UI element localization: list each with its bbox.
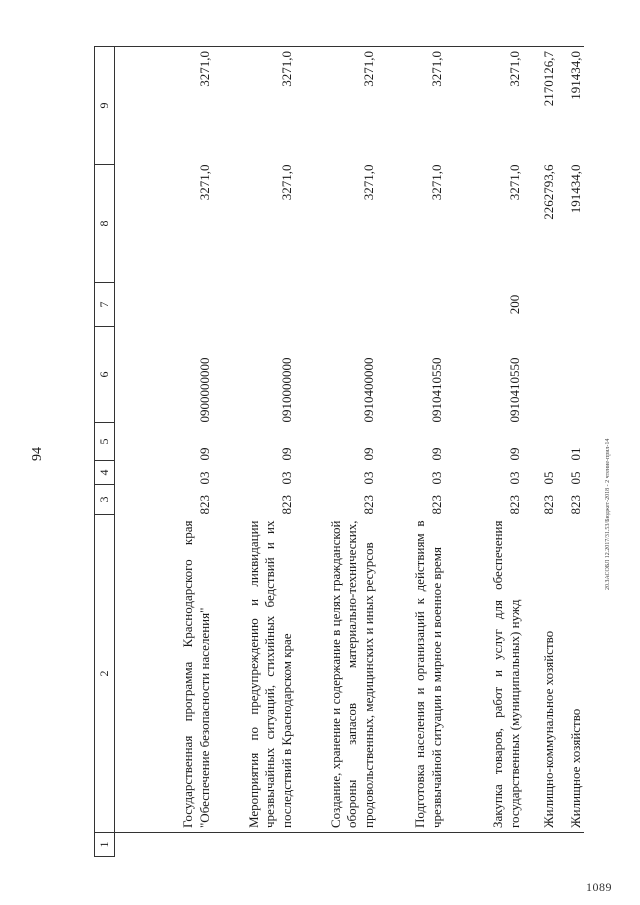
cell-pr: 09 xyxy=(429,447,444,461)
cell-amount-2: 3271,0 xyxy=(445,47,523,165)
cell-pr: 09 xyxy=(279,447,294,461)
page-number: 94 xyxy=(30,447,45,461)
cell-ved: 823 xyxy=(429,495,444,515)
cell-rz: 03 xyxy=(429,471,444,485)
cell-amount-1: 3271,0 xyxy=(429,164,444,201)
table-row xyxy=(115,47,214,857)
cell-amount-1: 3271,0 xyxy=(197,164,212,201)
header-row xyxy=(95,47,115,857)
header-col-5: 5 xyxy=(95,423,115,461)
cell-csr xyxy=(523,327,557,423)
cell-amount-1: 3271,0 xyxy=(279,164,294,201)
cell-ved: 823 xyxy=(197,495,212,515)
cell-vr xyxy=(295,283,377,327)
cell-amount-2: 3271,0 xyxy=(295,47,377,165)
header-col-9: 9 xyxy=(95,47,115,165)
cell-vr xyxy=(213,283,295,327)
cell-vr: 200 xyxy=(507,294,522,315)
cell-csr: 0910400000 xyxy=(361,357,376,423)
table-row xyxy=(445,47,523,857)
cell-pr: 01 xyxy=(568,447,583,461)
cell-rz: 03 xyxy=(279,471,294,485)
cell-ved: 823 xyxy=(541,495,556,515)
cell-vr xyxy=(523,283,557,327)
cell-rz: 03 xyxy=(361,471,376,485)
cell-amount-1: 191434,0 xyxy=(568,164,583,214)
table-row xyxy=(213,47,295,857)
row-name: Закупка товаров, работ и услуг для обеспечения государственных (муниципальных) нужд xyxy=(445,515,523,833)
cell-col-1 xyxy=(377,833,445,857)
header-col-6: 6 xyxy=(95,327,115,423)
cell-ved: 823 xyxy=(279,495,294,515)
header-col-3: 3 xyxy=(95,485,115,515)
cell-rz: 03 xyxy=(507,471,522,485)
cell-amount-1: 2262793,6 xyxy=(541,164,556,220)
row-name: Государственная программа Краснодарского края "Обеспечение безопасности населения" xyxy=(115,515,214,833)
cell-csr: 0910000000 xyxy=(279,357,294,423)
table-row xyxy=(523,47,557,857)
cell-pr xyxy=(523,423,557,461)
cell-pr: 09 xyxy=(361,447,376,461)
cell-vr xyxy=(377,283,445,327)
cell-col-1 xyxy=(213,833,295,857)
cell-col-1 xyxy=(557,833,584,857)
header-col-1: 1 xyxy=(95,833,115,857)
cell-rz: 03 xyxy=(197,471,212,485)
footer-code: 20.ЗАСОБЛ 12.2017/31.53/Бюджет-2018 - 2 чтение-прил-14 xyxy=(605,438,611,590)
header-col-7: 7 xyxy=(95,283,115,327)
header-col-2: 2 xyxy=(95,515,115,833)
row-name: Жилищно-коммунальное хозяйство xyxy=(523,515,557,833)
budget-table-rotated xyxy=(94,47,583,857)
cell-col-1 xyxy=(445,833,523,857)
table-row xyxy=(377,47,445,857)
cell-csr: 0910410550 xyxy=(507,357,522,423)
cell-amount-1: 3271,0 xyxy=(507,164,522,201)
cell-col-1 xyxy=(523,833,557,857)
cell-amount-1: 3271,0 xyxy=(361,164,376,201)
cell-pr: 09 xyxy=(197,447,212,461)
cell-csr: 0900000000 xyxy=(197,357,212,423)
cell-amount-2: 2170126,7 xyxy=(523,47,557,165)
header-col-4: 4 xyxy=(95,461,115,485)
corner-number: 1089 xyxy=(586,880,612,894)
cell-amount-2: 191434,0 xyxy=(557,47,584,165)
cell-amount-2: 3271,0 xyxy=(213,47,295,165)
cell-ved: 823 xyxy=(361,495,376,515)
cell-amount-2: 3271,0 xyxy=(377,47,445,165)
header-col-8: 8 xyxy=(95,165,115,283)
cell-col-1 xyxy=(115,833,214,857)
cell-ved: 823 xyxy=(507,495,522,515)
cell-vr xyxy=(557,283,584,327)
table-row xyxy=(295,47,377,857)
cell-rz: 05 xyxy=(568,471,583,485)
row-name: Жилищное хозяйство xyxy=(557,515,584,833)
cell-pr: 09 xyxy=(507,447,522,461)
row-name: Подготовка населения и организаций к действиям в чрезвычайной ситуации в мирное и военное время xyxy=(377,515,445,833)
cell-rz: 05 xyxy=(541,471,556,485)
row-name: Мероприятия по предупреждению и ликвидации чрезвычайных ситуаций, стихийных бедствий и их последствий в Краснодарском крае xyxy=(213,515,295,833)
cell-csr xyxy=(557,327,584,423)
cell-col-1 xyxy=(295,833,377,857)
cell-amount-2: 3271,0 xyxy=(115,47,214,165)
cell-vr xyxy=(115,283,214,327)
table-row xyxy=(557,47,584,857)
budget-table xyxy=(94,46,584,857)
cell-csr: 0910410550 xyxy=(429,357,444,423)
row-name: Создание, хранение и содержание в целях гражданской обороны запасов материально-технических, продовольственных, медицинских и иных ресурсов xyxy=(295,515,377,833)
cell-ved: 823 xyxy=(568,495,583,515)
